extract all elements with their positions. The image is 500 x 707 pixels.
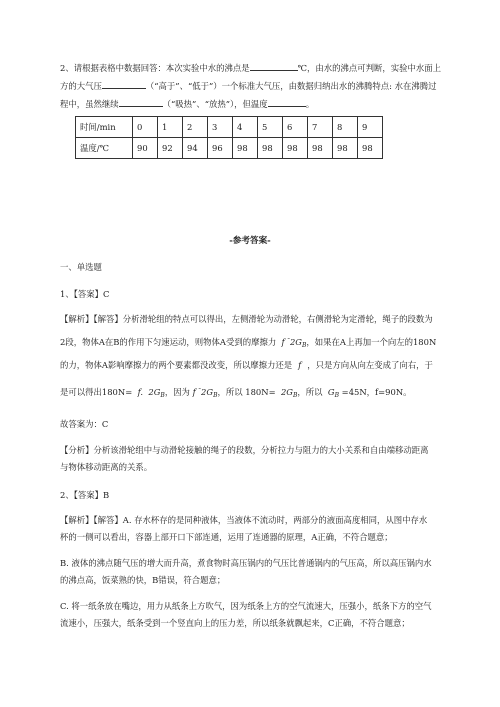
text: 2段，物体A在B的作用下匀速运动，则物体A受到的摩擦力 — [60, 337, 277, 347]
math-sub-b: B — [302, 342, 307, 349]
question-2-line-2 — [60, 79, 450, 92]
data-table — [75, 116, 383, 159]
math-2g: 2G — [289, 337, 302, 347]
table-cell: 98 — [258, 138, 283, 159]
q2-text: （“吸热”、“放热”），但温度 — [162, 99, 268, 109]
answer-1-explanation-line: 【解析】【解答】分析滑轮组的特点可以得出，左侧滑轮为动滑轮，右侧滑轮为定滑轮，绳子的段数为 — [60, 314, 433, 324]
answer-2-label: 2、【答案】B — [60, 490, 110, 500]
table-cell: 98 — [308, 138, 333, 159]
text: ，所以 — [297, 387, 323, 397]
text: =45N，f=90N。 — [341, 387, 412, 397]
question-2-line-1 — [60, 61, 450, 74]
q2-text: 程中，虽然继续 — [60, 99, 119, 109]
math-f: f — [192, 387, 196, 397]
answer-1-conclusion: 故答案为：C — [60, 419, 109, 429]
text: ，所以 180N= — [217, 387, 276, 397]
math-2g: 2G — [280, 387, 293, 397]
table-header-time: 时间/min — [76, 117, 133, 138]
q2-text: 。 — [305, 99, 315, 109]
math-approx: ⁼ — [198, 387, 202, 393]
answer-2-explanation-line: 流速小，压强大，纸条受到一个竖直向上的压力差，所以纸条就飘起来，C正确，不符合题意； — [60, 618, 410, 628]
table-cell: 90 — [133, 138, 158, 159]
answer-2-explanation-line: C. 将一纸条放在嘴边，用力从纸条上方吹气，因为纸条上方的空气流速大，压强小，纸条下方的空气 — [60, 601, 432, 611]
table-cell: 6 — [283, 117, 308, 138]
table-cell: 92 — [158, 138, 183, 159]
text: ，因为 — [164, 387, 190, 397]
answer-blank[interactable] — [250, 61, 298, 71]
text: 的力，物体A影响摩擦力的两个要素都没改变，所以摩擦力还是 — [60, 360, 293, 370]
formula-gb — [325, 387, 341, 397]
table-cell: 9 — [358, 117, 383, 138]
formula-f-2gb — [193, 387, 218, 397]
text: ，如果在A上再加一个向左的180N — [306, 337, 437, 347]
table-cell: 3 — [208, 117, 233, 138]
math-f: f. — [137, 387, 144, 397]
q2-text: 方的大气压 — [60, 81, 102, 91]
math-2g: 2G — [201, 387, 214, 397]
math-sub-b: B — [334, 392, 339, 399]
answer-blank[interactable] — [119, 97, 163, 107]
math-approx: ⁼ — [287, 337, 290, 343]
answer-1-explanation-line — [60, 384, 450, 402]
formula-f-2gb — [135, 387, 165, 397]
table-cell: 8 — [333, 117, 358, 138]
answer-1-label: 1、【答案】C — [60, 289, 110, 299]
question-2-line-3 — [60, 97, 450, 110]
answer-1-analysis-line: 与物体移动距离的关系。 — [60, 462, 153, 472]
text: 是可以得出180N= — [60, 387, 133, 397]
answer-1-explanation-line — [60, 334, 450, 352]
table-header-temperature: 温度/℃ — [76, 138, 133, 159]
math-sub-b: B — [160, 392, 165, 399]
q2-text: （“高于”、“低于”）一个标准大气压，由数据归纳出水的沸腾特点: 水在沸腾过 — [145, 81, 437, 91]
table-cell: 98 — [283, 138, 308, 159]
q2-text: 2、请根据表格中数据回答：本次实验中水的沸点是 — [60, 63, 250, 73]
table-cell: 98 — [358, 138, 383, 159]
table-row — [76, 138, 383, 159]
math-sub-b: B — [213, 392, 218, 399]
formula-2gb — [278, 387, 297, 397]
math-f: f — [298, 360, 302, 370]
table-cell: 94 — [183, 138, 208, 159]
answer-2-explanation-line: 【解析】【解答】A. 存水杯存的是同种液体，当液体不流动时，两部分的液面高度相同，从图中存水 — [60, 515, 428, 525]
answer-2-explanation-line: 杯的一侧可以看出，容器上部开口下部连通，运用了连通器的原理，A正确，不符合题意； — [60, 532, 393, 542]
section-heading: 一、单选题 — [60, 262, 102, 272]
answer-1-explanation-line — [60, 359, 450, 371]
answer-blank[interactable] — [102, 79, 146, 89]
answer-2-explanation-line: 的沸点高，饭菜熟的快，B错误，符合题意； — [60, 575, 226, 585]
table-cell: 4 — [233, 117, 258, 138]
table-row — [76, 117, 383, 138]
table-cell: 5 — [258, 117, 283, 138]
table-cell: 98 — [333, 138, 358, 159]
text: ，只是方向从向左变成了向右，于 — [307, 360, 433, 370]
answer-1-analysis-line: 【分析】分析该滑轮组中与动滑轮接触的绳子的段数，分析拉力与阻力的大小关系和自由端移动距离 — [60, 445, 429, 455]
formula-f-2gb — [279, 337, 307, 347]
q2-text: ℃，由水的沸点可判断，实验中水面上 — [297, 63, 441, 73]
table-cell: 1 — [158, 117, 183, 138]
math-f: f — [281, 337, 285, 347]
math-sub-b: B — [292, 392, 298, 399]
table-cell: 98 — [233, 138, 258, 159]
math-g: G — [327, 387, 335, 397]
math-2g: 2G — [148, 387, 161, 397]
table-cell: 7 — [308, 117, 333, 138]
answer-2-explanation-line: B. 液体的沸点随气压的增大而升高，煮食物时高压锅内的气压比普通锅内的气压高，所以高压锅内水 — [60, 558, 432, 568]
table-cell: 0 — [133, 117, 158, 138]
table-cell: 2 — [183, 117, 208, 138]
answers-title: -参考答案- — [229, 236, 271, 246]
answer-blank[interactable] — [268, 97, 306, 107]
table-cell: 96 — [208, 138, 233, 159]
